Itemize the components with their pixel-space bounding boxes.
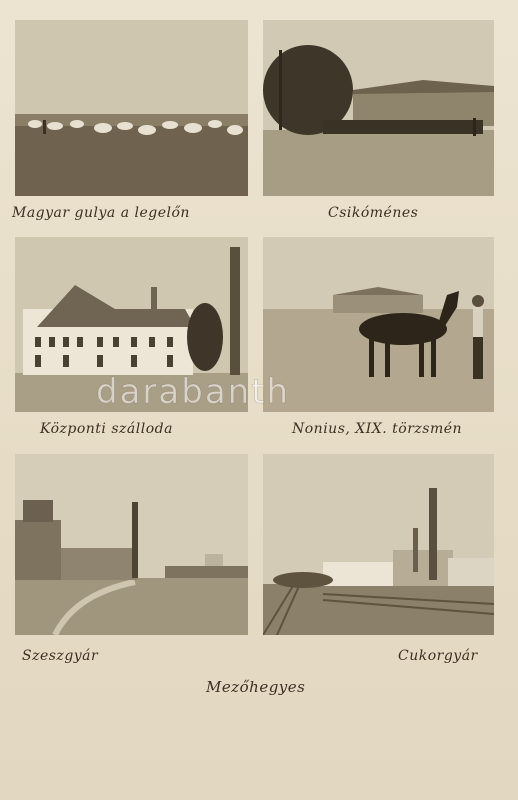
photo-horse-herd (263, 20, 494, 196)
photo-nonius-stallion (263, 237, 494, 412)
photo-sugar-factory (263, 454, 494, 635)
photo-cattle-herd (15, 20, 248, 196)
caption-nonius-stallion: Nonius, XIX. törzsmén (292, 421, 463, 437)
caption-cattle-herd: Magyar gulya a legelőn (12, 205, 190, 221)
caption-central-hotel: Központi szálloda (40, 421, 173, 437)
photo-distillery (15, 454, 248, 635)
caption-sugar-factory: Cukorgyár (398, 648, 478, 664)
caption-horse-herd: Csikóménes (328, 205, 419, 221)
caption-distillery: Szeszgyár (22, 648, 99, 664)
town-title: Mezőhegyes (206, 678, 306, 696)
watermark: darabanth (96, 372, 291, 412)
